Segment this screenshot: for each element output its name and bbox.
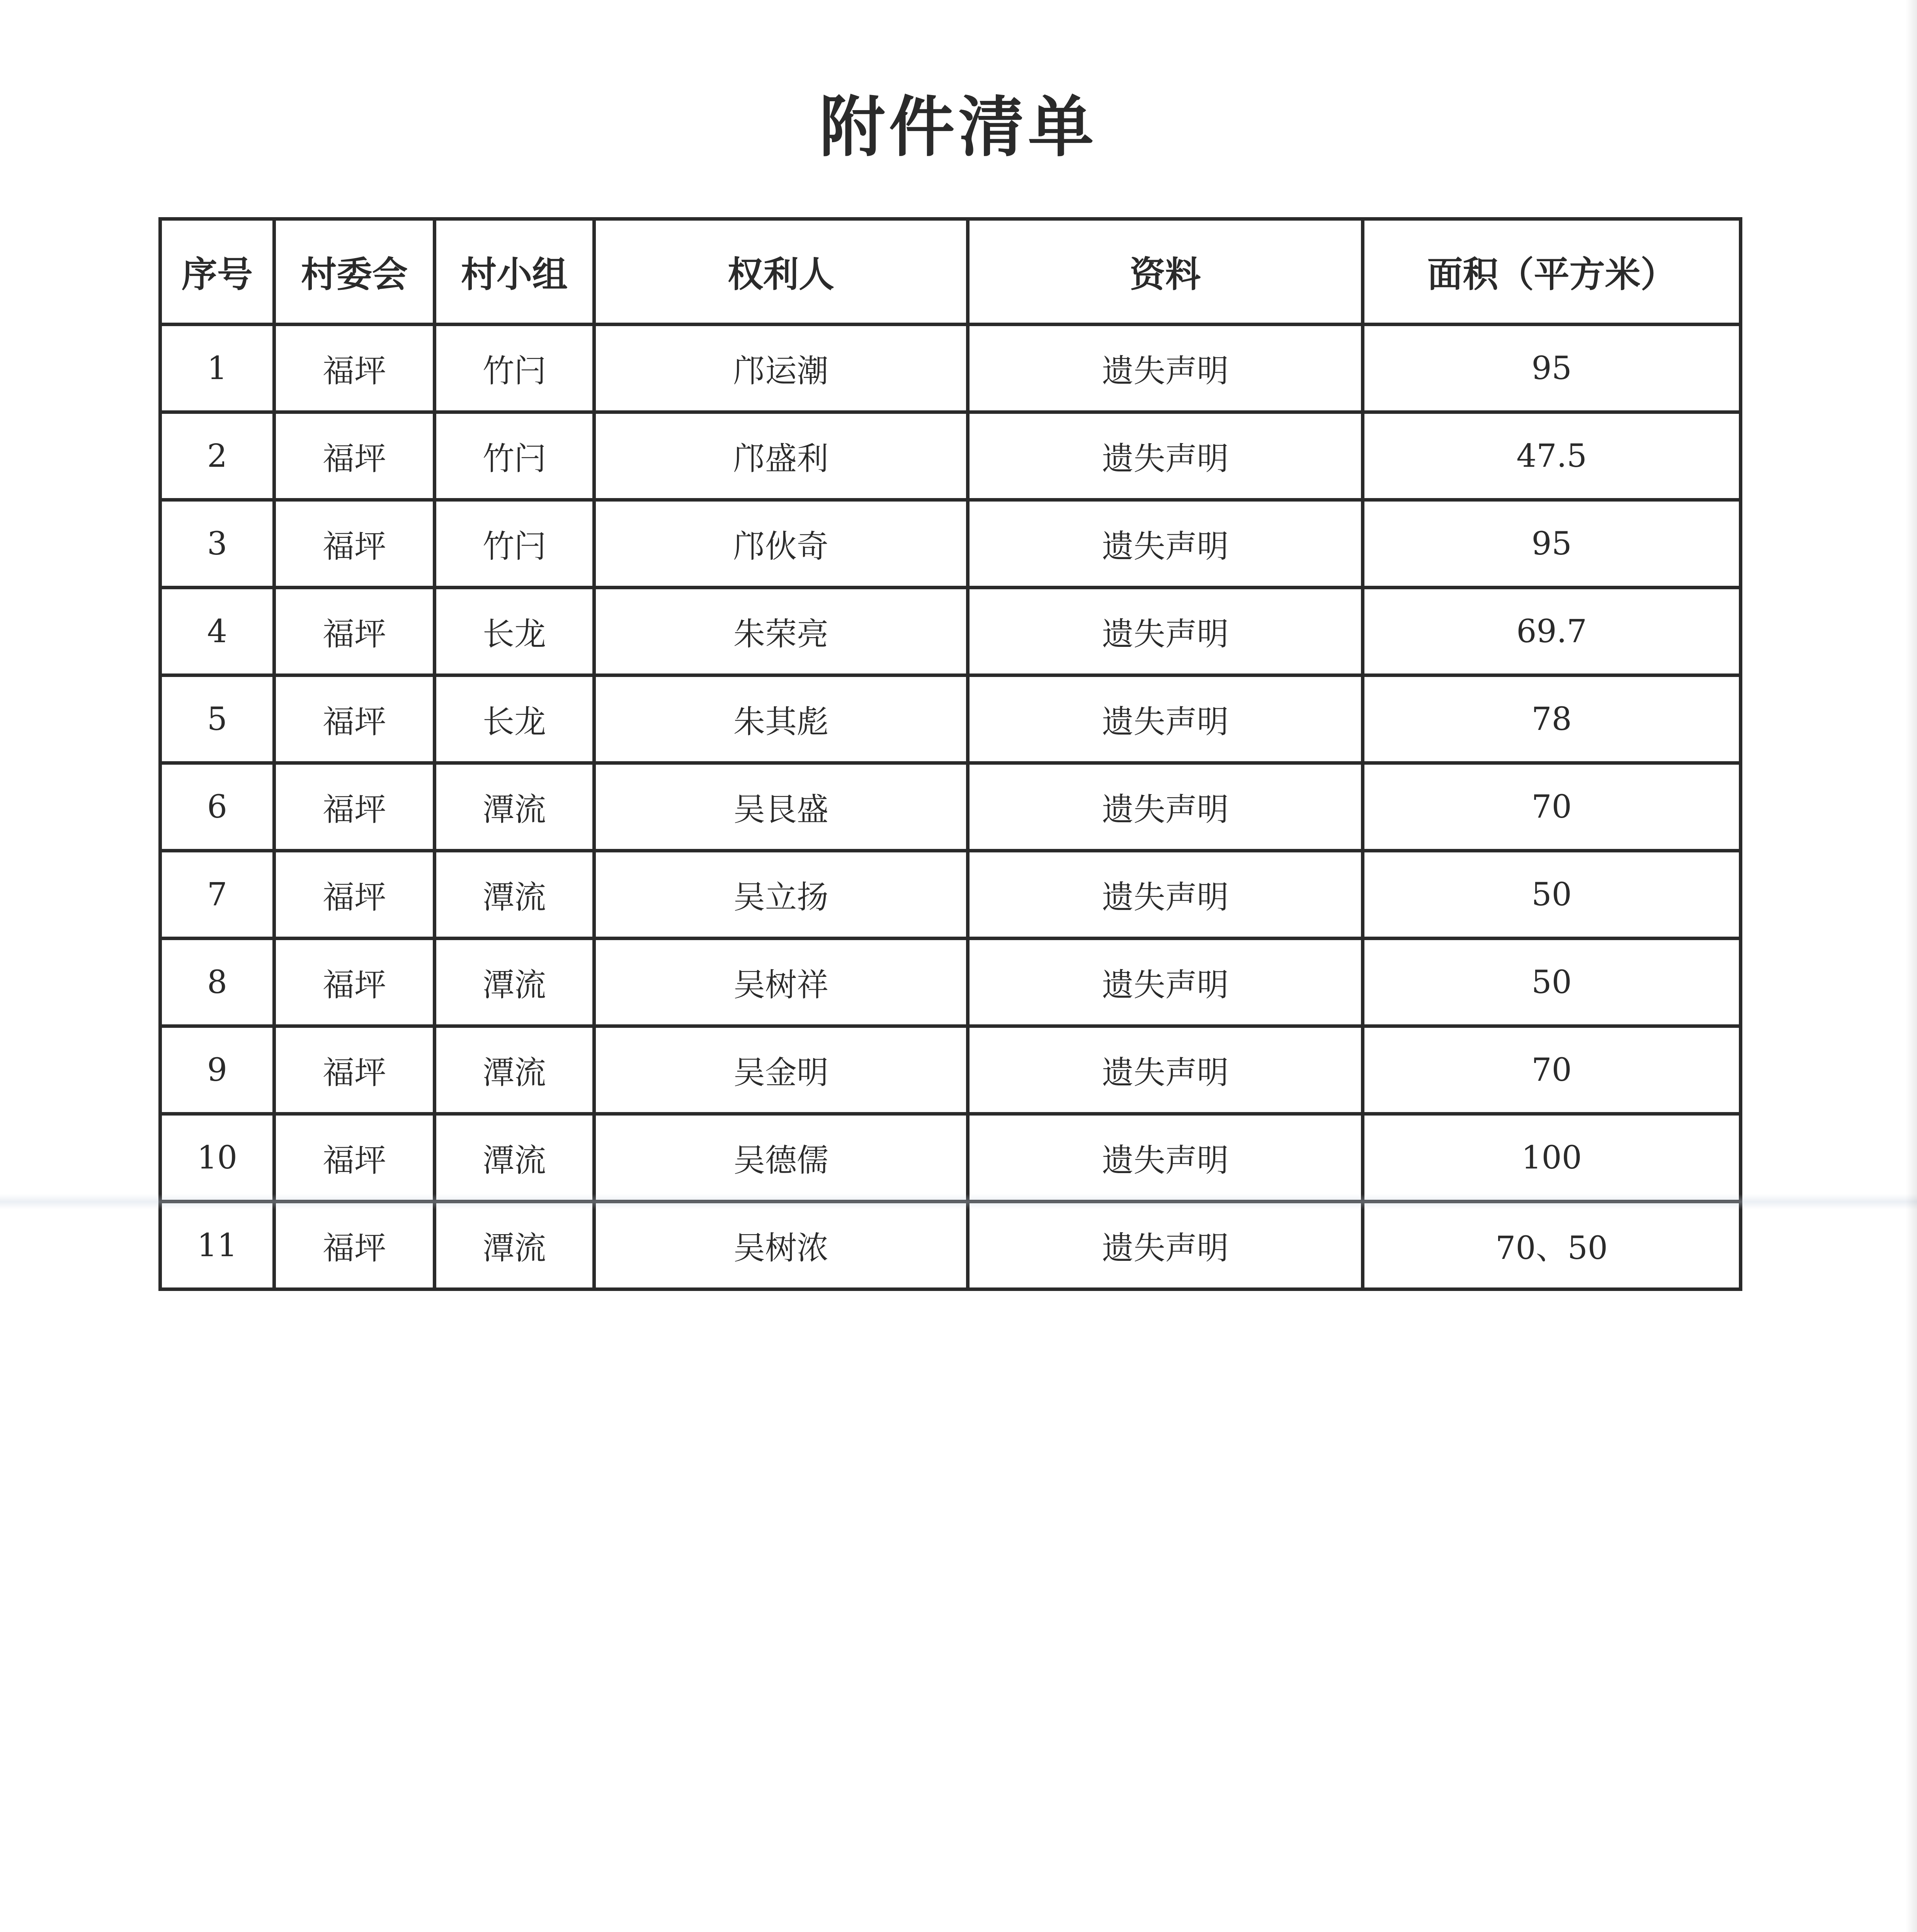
cell-village-group: 潭流 bbox=[435, 851, 594, 939]
cell-village-committee: 福坪 bbox=[274, 588, 435, 675]
cell-right-holder: 吴德儒 bbox=[594, 1114, 968, 1202]
table-row bbox=[160, 939, 1741, 1026]
cell-material: 遗失声明 bbox=[968, 325, 1363, 412]
cell-village-committee: 福坪 bbox=[274, 1114, 435, 1202]
cell-village-group: 潭流 bbox=[435, 1114, 594, 1202]
cell-material: 遗失声明 bbox=[968, 763, 1363, 851]
cell-village-group: 潭流 bbox=[435, 939, 594, 1026]
header-right-holder: 权利人 bbox=[594, 219, 968, 325]
document-title: 附件清单 bbox=[819, 89, 1098, 166]
table-row bbox=[160, 1026, 1741, 1114]
cell-right-holder: 吴立扬 bbox=[594, 851, 968, 939]
cell-serial-number: 5 bbox=[160, 675, 274, 763]
cell-village-committee: 福坪 bbox=[274, 851, 435, 939]
cell-right-holder: 邝盛利 bbox=[594, 412, 968, 500]
table-row bbox=[160, 412, 1741, 500]
cell-serial-number: 3 bbox=[160, 500, 274, 588]
cell-serial-number: 6 bbox=[160, 763, 274, 851]
header-serial-number: 序号 bbox=[160, 219, 274, 325]
cell-village-committee: 福坪 bbox=[274, 1026, 435, 1114]
cell-area: 70、50 bbox=[1363, 1202, 1741, 1289]
cell-village-group: 长龙 bbox=[435, 675, 594, 763]
cell-right-holder: 吴金明 bbox=[594, 1026, 968, 1114]
header-village-group: 村小组 bbox=[435, 219, 594, 325]
cell-right-holder: 邝伙奇 bbox=[594, 500, 968, 588]
cell-village-committee: 福坪 bbox=[274, 675, 435, 763]
cell-right-holder: 吴树祥 bbox=[594, 939, 968, 1026]
cell-area: 95 bbox=[1363, 325, 1741, 412]
cell-material: 遗失声明 bbox=[968, 1114, 1363, 1202]
cell-area: 70 bbox=[1363, 1026, 1741, 1114]
cell-village-group: 潭流 bbox=[435, 1202, 594, 1289]
cell-right-holder: 朱荣亮 bbox=[594, 588, 968, 675]
cell-area: 78 bbox=[1363, 675, 1741, 763]
cell-material: 遗失声明 bbox=[968, 1202, 1363, 1289]
cell-material: 遗失声明 bbox=[968, 851, 1363, 939]
scan-edge-shadow bbox=[1905, 0, 1917, 1932]
cell-serial-number: 9 bbox=[160, 1026, 274, 1114]
cell-right-holder: 吴艮盛 bbox=[594, 763, 968, 851]
cell-village-committee: 福坪 bbox=[274, 325, 435, 412]
cell-village-committee: 福坪 bbox=[274, 1202, 435, 1289]
cell-serial-number: 7 bbox=[160, 851, 274, 939]
cell-village-group: 竹闩 bbox=[435, 325, 594, 412]
cell-serial-number: 4 bbox=[160, 588, 274, 675]
cell-area: 50 bbox=[1363, 851, 1741, 939]
header-material: 资料 bbox=[968, 219, 1363, 325]
cell-area: 70 bbox=[1363, 763, 1741, 851]
header-area: 面积（平方米） bbox=[1363, 219, 1741, 325]
table-row bbox=[160, 1114, 1741, 1202]
cell-area: 47.5 bbox=[1363, 412, 1741, 500]
cell-village-committee: 福坪 bbox=[274, 412, 435, 500]
cell-serial-number: 2 bbox=[160, 412, 274, 500]
cell-village-committee: 福坪 bbox=[274, 500, 435, 588]
cell-village-committee: 福坪 bbox=[274, 939, 435, 1026]
cell-material: 遗失声明 bbox=[968, 675, 1363, 763]
cell-area: 100 bbox=[1363, 1114, 1741, 1202]
cell-material: 遗失声明 bbox=[968, 588, 1363, 675]
table-row bbox=[160, 500, 1741, 588]
cell-material: 遗失声明 bbox=[968, 412, 1363, 500]
table-row bbox=[160, 851, 1741, 939]
cell-right-holder: 邝运潮 bbox=[594, 325, 968, 412]
cell-village-group: 潭流 bbox=[435, 763, 594, 851]
cell-area: 50 bbox=[1363, 939, 1741, 1026]
header-village-committee: 村委会 bbox=[274, 219, 435, 325]
table-row bbox=[160, 763, 1741, 851]
cell-serial-number: 10 bbox=[160, 1114, 274, 1202]
cell-material: 遗失声明 bbox=[968, 1026, 1363, 1114]
cell-material: 遗失声明 bbox=[968, 939, 1363, 1026]
cell-village-group: 潭流 bbox=[435, 1026, 594, 1114]
cell-serial-number: 11 bbox=[160, 1202, 274, 1289]
table-row bbox=[160, 675, 1741, 763]
attachment-list-table bbox=[158, 217, 1742, 1291]
cell-village-group: 竹闩 bbox=[435, 500, 594, 588]
cell-village-group: 竹闩 bbox=[435, 412, 594, 500]
cell-right-holder: 朱其彪 bbox=[594, 675, 968, 763]
table-row bbox=[160, 325, 1741, 412]
table-row bbox=[160, 588, 1741, 675]
table-header-row bbox=[160, 219, 1741, 325]
cell-right-holder: 吴树浓 bbox=[594, 1202, 968, 1289]
cell-serial-number: 8 bbox=[160, 939, 274, 1026]
cell-village-group: 长龙 bbox=[435, 588, 594, 675]
cell-area: 69.7 bbox=[1363, 588, 1741, 675]
table-row bbox=[160, 1202, 1741, 1289]
cell-area: 95 bbox=[1363, 500, 1741, 588]
cell-material: 遗失声明 bbox=[968, 500, 1363, 588]
cell-village-committee: 福坪 bbox=[274, 763, 435, 851]
cell-serial-number: 1 bbox=[160, 325, 274, 412]
